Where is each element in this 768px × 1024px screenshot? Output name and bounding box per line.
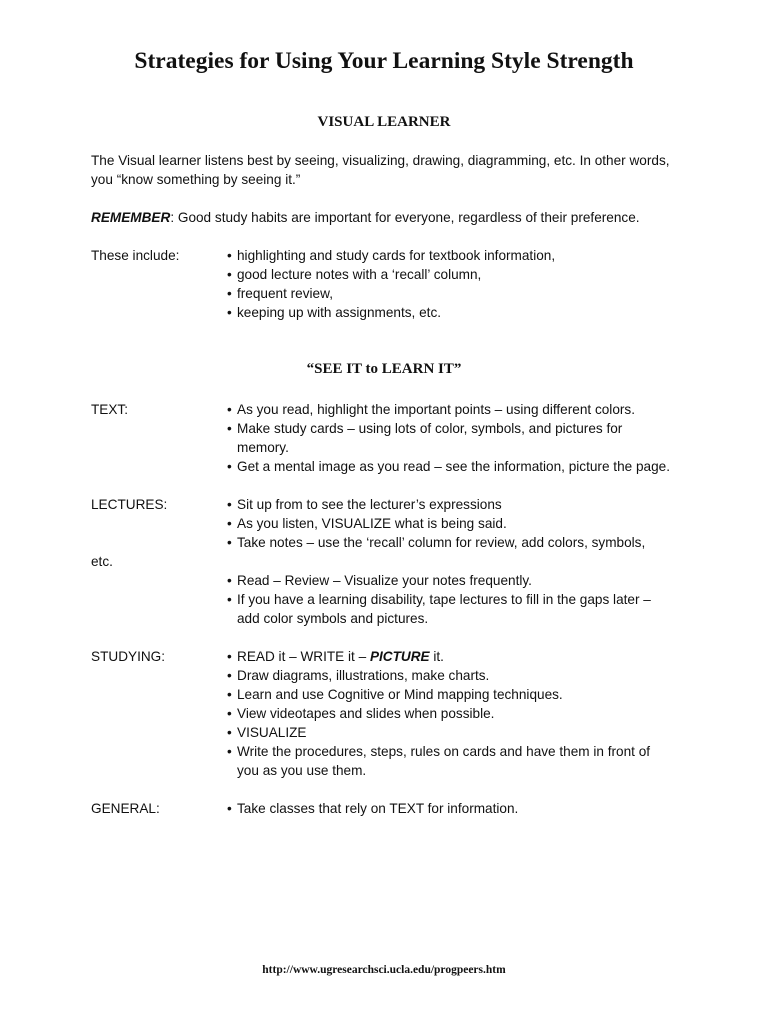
lectures-item bbox=[227, 495, 502, 514]
include-item bbox=[227, 284, 333, 303]
lectures-overflow-text: etc. bbox=[91, 554, 113, 569]
lectures-item bbox=[227, 590, 651, 609]
intro-line-2: you “know something by seeing it.” bbox=[91, 172, 301, 187]
lectures-item-continuation: add color symbols and pictures. bbox=[237, 611, 429, 626]
bullet-icon: • bbox=[227, 402, 232, 417]
bullet-icon: • bbox=[227, 706, 232, 721]
bullet-icon: • bbox=[227, 744, 232, 759]
studying-item-text: READ it – WRITE it – bbox=[237, 649, 370, 664]
studying-item bbox=[227, 647, 444, 666]
lectures-item bbox=[227, 533, 645, 552]
studying-item-text: Learn and use Cognitive or Mind mapping techniques. bbox=[237, 687, 563, 702]
studying-item bbox=[227, 723, 307, 742]
bullet-icon: • bbox=[227, 725, 232, 740]
intro-line-1: The Visual learner listens best by seeing, visualizing, drawing, diagramming, etc. In other words, bbox=[91, 153, 670, 168]
studying-emphasis: PICTURE bbox=[369, 649, 430, 664]
remember-text: : Good study habits are important for everyone, regardless of their preference. bbox=[170, 210, 640, 225]
include-item bbox=[227, 246, 555, 265]
studying-item bbox=[227, 666, 489, 685]
remember-label: REMEMBER bbox=[91, 210, 171, 225]
studying-item-text: it. bbox=[429, 649, 444, 664]
lectures-item-text: Read – Review – Visualize your notes frequently. bbox=[237, 573, 532, 588]
remember-paragraph bbox=[91, 208, 640, 227]
bullet-icon: • bbox=[227, 592, 232, 607]
text-item bbox=[227, 457, 670, 476]
studying-item bbox=[227, 704, 494, 723]
text-item-text: Get a mental image as you read – see the information, picture the page. bbox=[237, 459, 670, 474]
section-heading: VISUAL LEARNER bbox=[317, 114, 451, 130]
include-label: These include: bbox=[91, 248, 180, 263]
bullet-icon: • bbox=[227, 801, 232, 816]
general-item-text: Take classes that rely on TEXT for information. bbox=[237, 801, 519, 816]
bullet-icon: • bbox=[227, 516, 232, 531]
motto-heading: “SEE IT to LEARN IT” bbox=[306, 361, 462, 377]
bullet-icon: • bbox=[227, 668, 232, 683]
bullet-icon: • bbox=[227, 535, 232, 550]
include-item-text: highlighting and study cards for textbook information, bbox=[237, 248, 556, 263]
bullet-icon: • bbox=[227, 687, 232, 702]
lectures-item-text: If you have a learning disability, tape lectures to fill in the gaps later – bbox=[237, 592, 651, 607]
bullet-icon: • bbox=[227, 305, 232, 320]
include-item-text: keeping up with assignments, etc. bbox=[237, 305, 442, 320]
bullet-icon: • bbox=[227, 649, 232, 664]
include-item bbox=[227, 303, 441, 322]
lectures-item-text: As you listen, VISUALIZE what is being said. bbox=[237, 516, 507, 531]
include-item-text: good lecture notes with a ‘recall’ column, bbox=[237, 267, 482, 282]
studying-item-text: View videotapes and slides when possible. bbox=[237, 706, 495, 721]
lectures-item bbox=[227, 571, 532, 590]
bullet-icon: • bbox=[227, 421, 232, 436]
studying-item bbox=[227, 685, 563, 704]
bullet-icon: • bbox=[227, 459, 232, 474]
studying-item-text: Write the procedures, steps, rules on cards and have them in front of bbox=[237, 744, 651, 759]
bullet-icon: • bbox=[227, 248, 232, 263]
text-item-continuation: memory. bbox=[237, 440, 289, 455]
studying-item-text: Draw diagrams, illustrations, make charts. bbox=[237, 668, 490, 683]
text-item-text: Make study cards – using lots of color, symbols, and pictures for bbox=[237, 421, 623, 436]
text-item-text: As you read, highlight the important points – using different colors. bbox=[237, 402, 635, 417]
bullet-icon: • bbox=[227, 573, 232, 588]
general-section-label: GENERAL: bbox=[91, 801, 160, 816]
footer-url: http://www.ugresearchsci.ucla.edu/progpeers.htm bbox=[262, 964, 506, 976]
lectures-section-label: LECTURES: bbox=[91, 497, 168, 512]
text-section-label: TEXT: bbox=[91, 402, 129, 417]
document-title: Strategies for Using Your Learning Style Strength bbox=[134, 48, 634, 74]
bullet-icon: • bbox=[227, 267, 232, 282]
text-item bbox=[227, 400, 635, 419]
studying-item-text: VISUALIZE bbox=[237, 725, 307, 740]
include-item bbox=[227, 265, 481, 284]
studying-section-label: STUDYING: bbox=[91, 649, 166, 664]
bullet-icon: • bbox=[227, 286, 232, 301]
include-item-text: frequent review, bbox=[237, 286, 333, 301]
text-item bbox=[227, 419, 622, 438]
general-item bbox=[227, 799, 518, 818]
lectures-item bbox=[227, 514, 507, 533]
studying-item bbox=[227, 742, 650, 761]
lectures-item-text: Take notes – use the ‘recall’ column for review, add colors, symbols, bbox=[237, 535, 646, 550]
bullet-icon: • bbox=[227, 497, 232, 512]
studying-item-continuation: you as you use them. bbox=[237, 763, 367, 778]
lectures-item-text: Sit up from to see the lecturer’s expressions bbox=[237, 497, 502, 512]
